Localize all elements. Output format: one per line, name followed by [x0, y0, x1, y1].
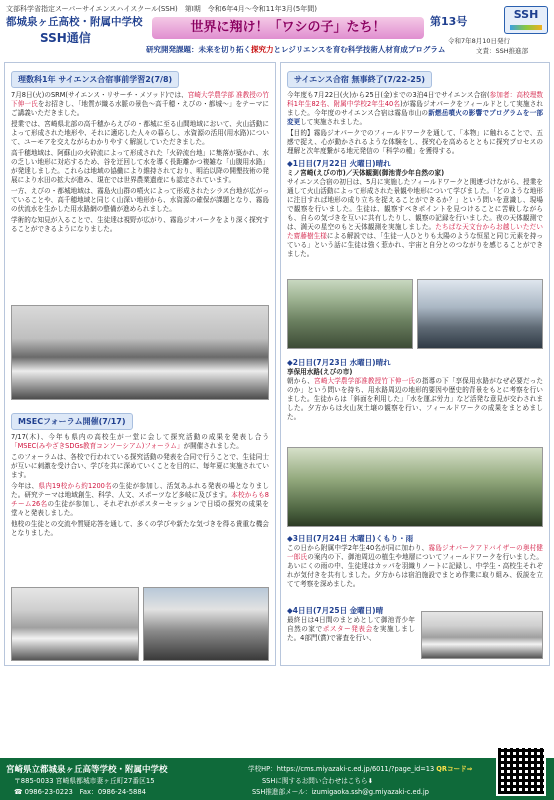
footer-phone: ☎ 0986-23-0223 Fax：0986-24-5884	[14, 788, 146, 796]
lecture-paragraph-3: 高千穂地域は、阿蘇山の火砕流によって形成された「火砕流台地」に集落が築かれ、水の乏しい地形に対応するため、谷を迂回して水を導く長距離かつ複雑な「山腹用水路」が発達しました。これらは地域の協働により維持されており、明治以降の開墾技術の発展により水田の拡大が進み、現在では世界農業遺産にも認定されています。	[11, 149, 269, 184]
footer-contact: SSHに関するお問い合わせはこちら⬇	[262, 777, 374, 785]
issue-credit: 文責：SSH推進部	[476, 47, 529, 55]
footer-address: 〒885-0033 宮崎県都城市妻ヶ丘町27番区15	[14, 777, 155, 785]
section-title-camp: サイエンス合宿 無事終了(7/22-25)	[287, 71, 432, 88]
day1-photo-field	[287, 279, 413, 349]
day1-subheading: ミノ宮崎(えびの市)／天体観測(御池青少年自然の家)	[287, 169, 445, 177]
page-title: 世界に翔け！「ワシの子」たち！	[152, 17, 424, 39]
forum-photo-hall	[11, 587, 139, 661]
newsletter-footer	[0, 668, 554, 800]
left-column	[4, 62, 276, 666]
msec-paragraph-3: 今年は、県内19校から約1200名の生徒が参加し、活気あふれる発表の場となりました。研究テーマは地域創生、科学、人文、スポーツなど多岐に及びます。本校からも8チーム26名の生徒が参加し、それぞれがポスターセッションで日頃の探究の成果を堂々と発表しました。	[11, 482, 270, 517]
section-title-lecture: 理数科1年 サイエンス合宿事前学習2(7/8)	[11, 71, 179, 88]
day1-paragraph: サイエンス合宿の初日は、5月に実施したフィールドワークと関連づけながら、授業を通して火山活動によって形成された景観や地形について学びました。「どのような地形に注目すれば地形の成り立ちを捉えることができるか？」という問いを意識し、現場で観察を行いました。生徒は、観察すべきポイントを見つけることに苦戦しながらも、自らの気づきを互いに共有したりし、観察の記録を行いました。夜の天体観測では、満天の星空のもと天体観測を実施しました。たちばな天文台からお越しいただいた齋藤樹生様による解説では、「生徒一人ひとりも太陽のような恒星と同じ元素を持っている」という話に生徒は強く惹かれ、宇宙と自分とのつながりを感じることができました。	[287, 178, 544, 258]
right-column	[280, 62, 550, 666]
day1-photo-stars	[417, 279, 543, 349]
day1-heading: ◆1日目(7月22日 火曜日)晴れ	[287, 159, 391, 168]
day3-paragraph: この日から附属中学2年生40名が同に加わり、霧島ジオパークアドバイザーの奥村健一郎氏の案内の下、御池周辺の植生や地層についてフィールドワークを行いました。あいにくの雨の中、生徒達はカッパを羽織りノートに記録し、中学生・高校生それぞれが気付きを共有しました。夕方からは宿泊施設でまとめ作業に取り組み、仮説を立てて考察を深めました。	[287, 544, 543, 588]
lecture-photo-classroom	[11, 305, 269, 400]
day4-paragraph: 最終日は4日間のまとめとして御池青少年自然の家でポスター発表会を実施しました。4部門(賞)で審査を行い、	[287, 616, 416, 642]
section-title-msec: MSECフォーラム開催(7/17)	[11, 413, 133, 430]
camp-goal: 【目的】霧島ジオパークでのフィールドワークを通して、「本物」に触れることで、五感で捉え、心が動かされるような体験をし、探究心を高めるとともに探究プロセスの理解と次年度繋がる地元発信の「科学の種」を獲得する。	[287, 129, 543, 155]
day4-photo-poster-session	[421, 611, 543, 659]
footer-school-name: 宮崎県立都城泉ヶ丘高等学校・附属中学校	[6, 765, 168, 775]
day4-heading: ◆4日目(7月25日 金曜日)晴	[287, 606, 384, 615]
issue-number: 第13号	[430, 15, 468, 28]
school-name: 都城泉ヶ丘高校・附属中学校	[6, 16, 143, 28]
research-theme: 研究開発課題：未来を切り拓く探究力とレジリエンスを育む科学技術人材育成プログラム	[146, 45, 446, 54]
msec-paragraph-1: 7/17(木)、今年も県内の高校生が一堂に会して探究活動の成果を発表し合う「MSEC(みやざきSDGs教育コンソーシアム)フォーラム」が開催されました。	[11, 433, 269, 450]
lecture-paragraph-2: 授業では、宮崎県北部の高千穂からえびの・都城に至る山間地域において、火山活動によって形成された地形や、それに適応した人々の暮らし、水資源の活用(用水路)について、ユーモアを交えながらわかりやすく解説していただきました。	[11, 120, 269, 146]
newsletter-name: SSH通信	[40, 31, 91, 45]
issue-date: 令和7年8月10日発行	[448, 37, 511, 45]
program-line: 文部科学省指定スーパーサイエンスハイスクール(SSH) 第Ⅰ期 令和6年4月～令和11年3月(5年間)	[6, 5, 317, 13]
ssh-logo: SSH	[504, 6, 548, 34]
lecture-paragraph-4: 一方、えびの・都城地域は、霧島火山群の噴火によって形成されたシラス台地が広がっていることや、高千穂地域と同じく山深い地形から、水資源の確保が課題となり、霧島の伏流水を生かした用水路網の整備が進められました。	[11, 187, 269, 213]
newsletter-header	[0, 0, 554, 62]
qr-code-icon[interactable]	[496, 746, 546, 796]
camp-intro: 今年度も7月22日(火)から25日(金)までの3泊4日でサイエンス合宿(参加者：高校理数科1年生82名、附属中学校2年生40名)が霧島ジオパークをフィールドとして実施されました。今年度のサイエンス合宿は霧島市山の新燃岳噴火の影響でプログラムを一部変更して実施されました。	[287, 91, 544, 126]
lecture-paragraph-1: 7月8日(火)のSRM(サイエンス・リサーチ・メソッド)では、宮崎大学農学部 准教授の竹下伸一氏をお招きし、「地質が織る水脈の景色～高千穂・えびの・都城～」をテーマにご講義いただきました。	[11, 91, 269, 117]
day3-heading: ◆3日目(7月24日 木曜日)くもり・雨	[287, 534, 414, 543]
msec-paragraph-2: このフォーラムは、各校で行われている探究活動の発表を合同で行うことで、生徒同士が互いに刺激を受け合い、学びを共に深めていくことを目的に、毎年夏に実施されています。	[11, 453, 269, 479]
footer-email[interactable]: SSH推進部メール：izumigaoka.ssh@g.miyazaki-c.ed.jp	[252, 788, 429, 796]
day2-subheading: 享保用水路(えびの市)	[287, 368, 353, 376]
day2-photo-group	[287, 447, 543, 527]
msec-paragraph-4: 他校の生徒との交流や質疑応答を通して、多くの学びや新たな気づきを得る貴重な機会となりました。	[11, 520, 269, 537]
footer-website[interactable]: 学校HP：https://cms.miyazaki-c.ed.jp/6011/?page_id=13 QRコード⇒	[248, 765, 473, 773]
day2-paragraph: 朝から、宮崎大学農学部准教授竹下伸一氏の指導の下「享保用水路がなぜ必要だったのか」という問いを持ち、用水路周辺の地形的要因や歴史的背景をもとに考察を行いました。生徒からは「斜面を利用した」「水を運ぶ労力」など活発な意見が交わされました。夕方からは火山灰土壌の観察を行い、フィールドワークの成果をまとめました。	[287, 377, 544, 421]
day2-heading: ◆2日目(7月23日 水曜日)晴れ	[287, 358, 391, 367]
forum-photo-poster	[143, 587, 269, 661]
lecture-paragraph-5: 学術的な知見が入ることで、生徒達は視野が広がり、霧島ジオパークをより深く探究することができるようになりました。	[11, 216, 269, 233]
